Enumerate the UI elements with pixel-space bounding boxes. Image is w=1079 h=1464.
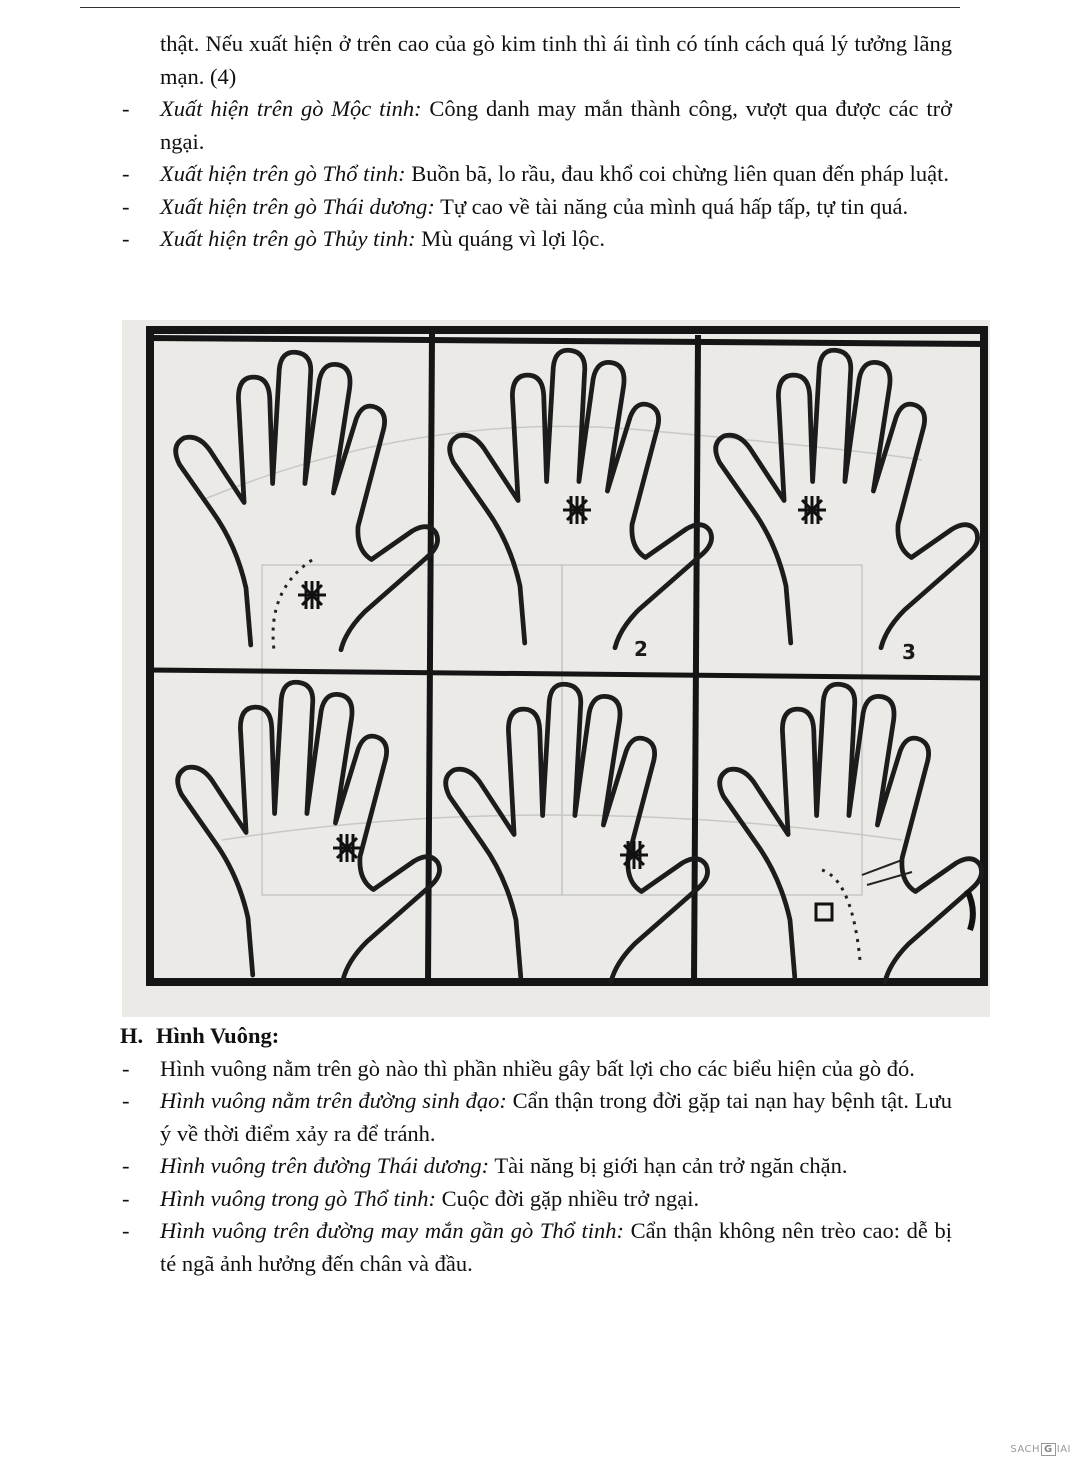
item-1-text: Công danh may mắn thành công, vượt qua được các trở ngại. xyxy=(160,96,952,154)
section-letter: H. xyxy=(120,1023,144,1048)
list-item-tho-tinh xyxy=(120,158,952,191)
b-item-4-text: Cẩn thận không nên trèo cao: dễ bị té ngã ảnh hưởng đến chân và đầu. xyxy=(160,1218,952,1276)
bottom-text-block xyxy=(120,1020,952,1280)
item-3-text: Tự cao về tài năng của mình quá hấp tấp, tự tin quá. xyxy=(434,193,909,219)
list-item-may-man xyxy=(120,1215,952,1280)
item-1-italic: Xuất hiện trên gò Mộc tinh: xyxy=(160,96,422,121)
logo-mid: G xyxy=(1041,1443,1056,1456)
b-item-0-text: Hình vuông nằm trên gò nào thì phần nhiều gây bất lợi cho các biểu hiện của gò đó. xyxy=(160,1055,915,1081)
paragraph-continuation xyxy=(120,28,952,93)
list-item-thai-duong xyxy=(120,191,952,224)
section-heading xyxy=(120,1020,952,1053)
cell-label-2: 2 xyxy=(634,637,648,661)
b-item-2-italic: Hình vuông trên đường Thái dương: xyxy=(160,1153,490,1178)
item-4-italic: Xuất hiện trên gò Thủy tinh: xyxy=(160,226,416,251)
item-2-italic: Xuất hiện trên gò Thổ tinh: xyxy=(160,161,406,186)
item-3-italic: Xuất hiện trên gò Thái dương: xyxy=(160,193,435,219)
list-item-hinh-vuong-go xyxy=(120,1053,952,1086)
b-item-1-italic: Hình vuông nằm trên đường sinh đạo: xyxy=(160,1088,507,1113)
item-2-text: Buồn bã, lo rầu, đau khổ coi chừng liên quan đến pháp luật. xyxy=(405,161,949,186)
b-item-3-italic: Hình vuông trong gò Thổ tinh: xyxy=(160,1185,437,1211)
top-text-block xyxy=(120,28,952,256)
list-item-tho-tinh-square xyxy=(120,1183,952,1216)
list-item-moc-tinh xyxy=(120,93,952,158)
para-0-text: thật. Nếu xuất hiện ở trên cao của gò kim tinh thì ái tình có tính cách quá lý tưởng lãng mạn. (4) xyxy=(160,31,952,89)
list-item-thuy-tinh xyxy=(120,223,952,256)
list-item-thai-duong-line xyxy=(120,1150,952,1183)
palm-illustration-figure xyxy=(122,320,990,1017)
site-logo xyxy=(1010,1443,1071,1456)
logo-post: IAI xyxy=(1056,1444,1071,1455)
section-title: Hình Vuông: xyxy=(156,1023,280,1048)
b-item-3-text: Cuộc đời gặp nhiều trở ngại. xyxy=(436,1185,700,1211)
palm-grid-svg xyxy=(122,320,990,1017)
top-rule xyxy=(80,7,960,8)
b-item-2-text: Tài năng bị giới hạn cản trở ngăn chặn. xyxy=(489,1153,848,1178)
item-4-text: Mù quáng vì lợi lộc. xyxy=(415,226,605,251)
list-item-sinh-dao xyxy=(120,1085,952,1150)
b-item-4-italic: Hình vuông trên đường may mắn gần gò Thổ tinh: xyxy=(160,1218,624,1243)
logo-pre: SACH xyxy=(1010,1444,1041,1455)
cell-label-3: 3 xyxy=(902,640,916,664)
b-item-1-text: Cẩn thận trong đời gặp tai nạn hay bệnh tật. Lưu ý về thời điểm xảy ra để tránh. xyxy=(160,1088,952,1146)
